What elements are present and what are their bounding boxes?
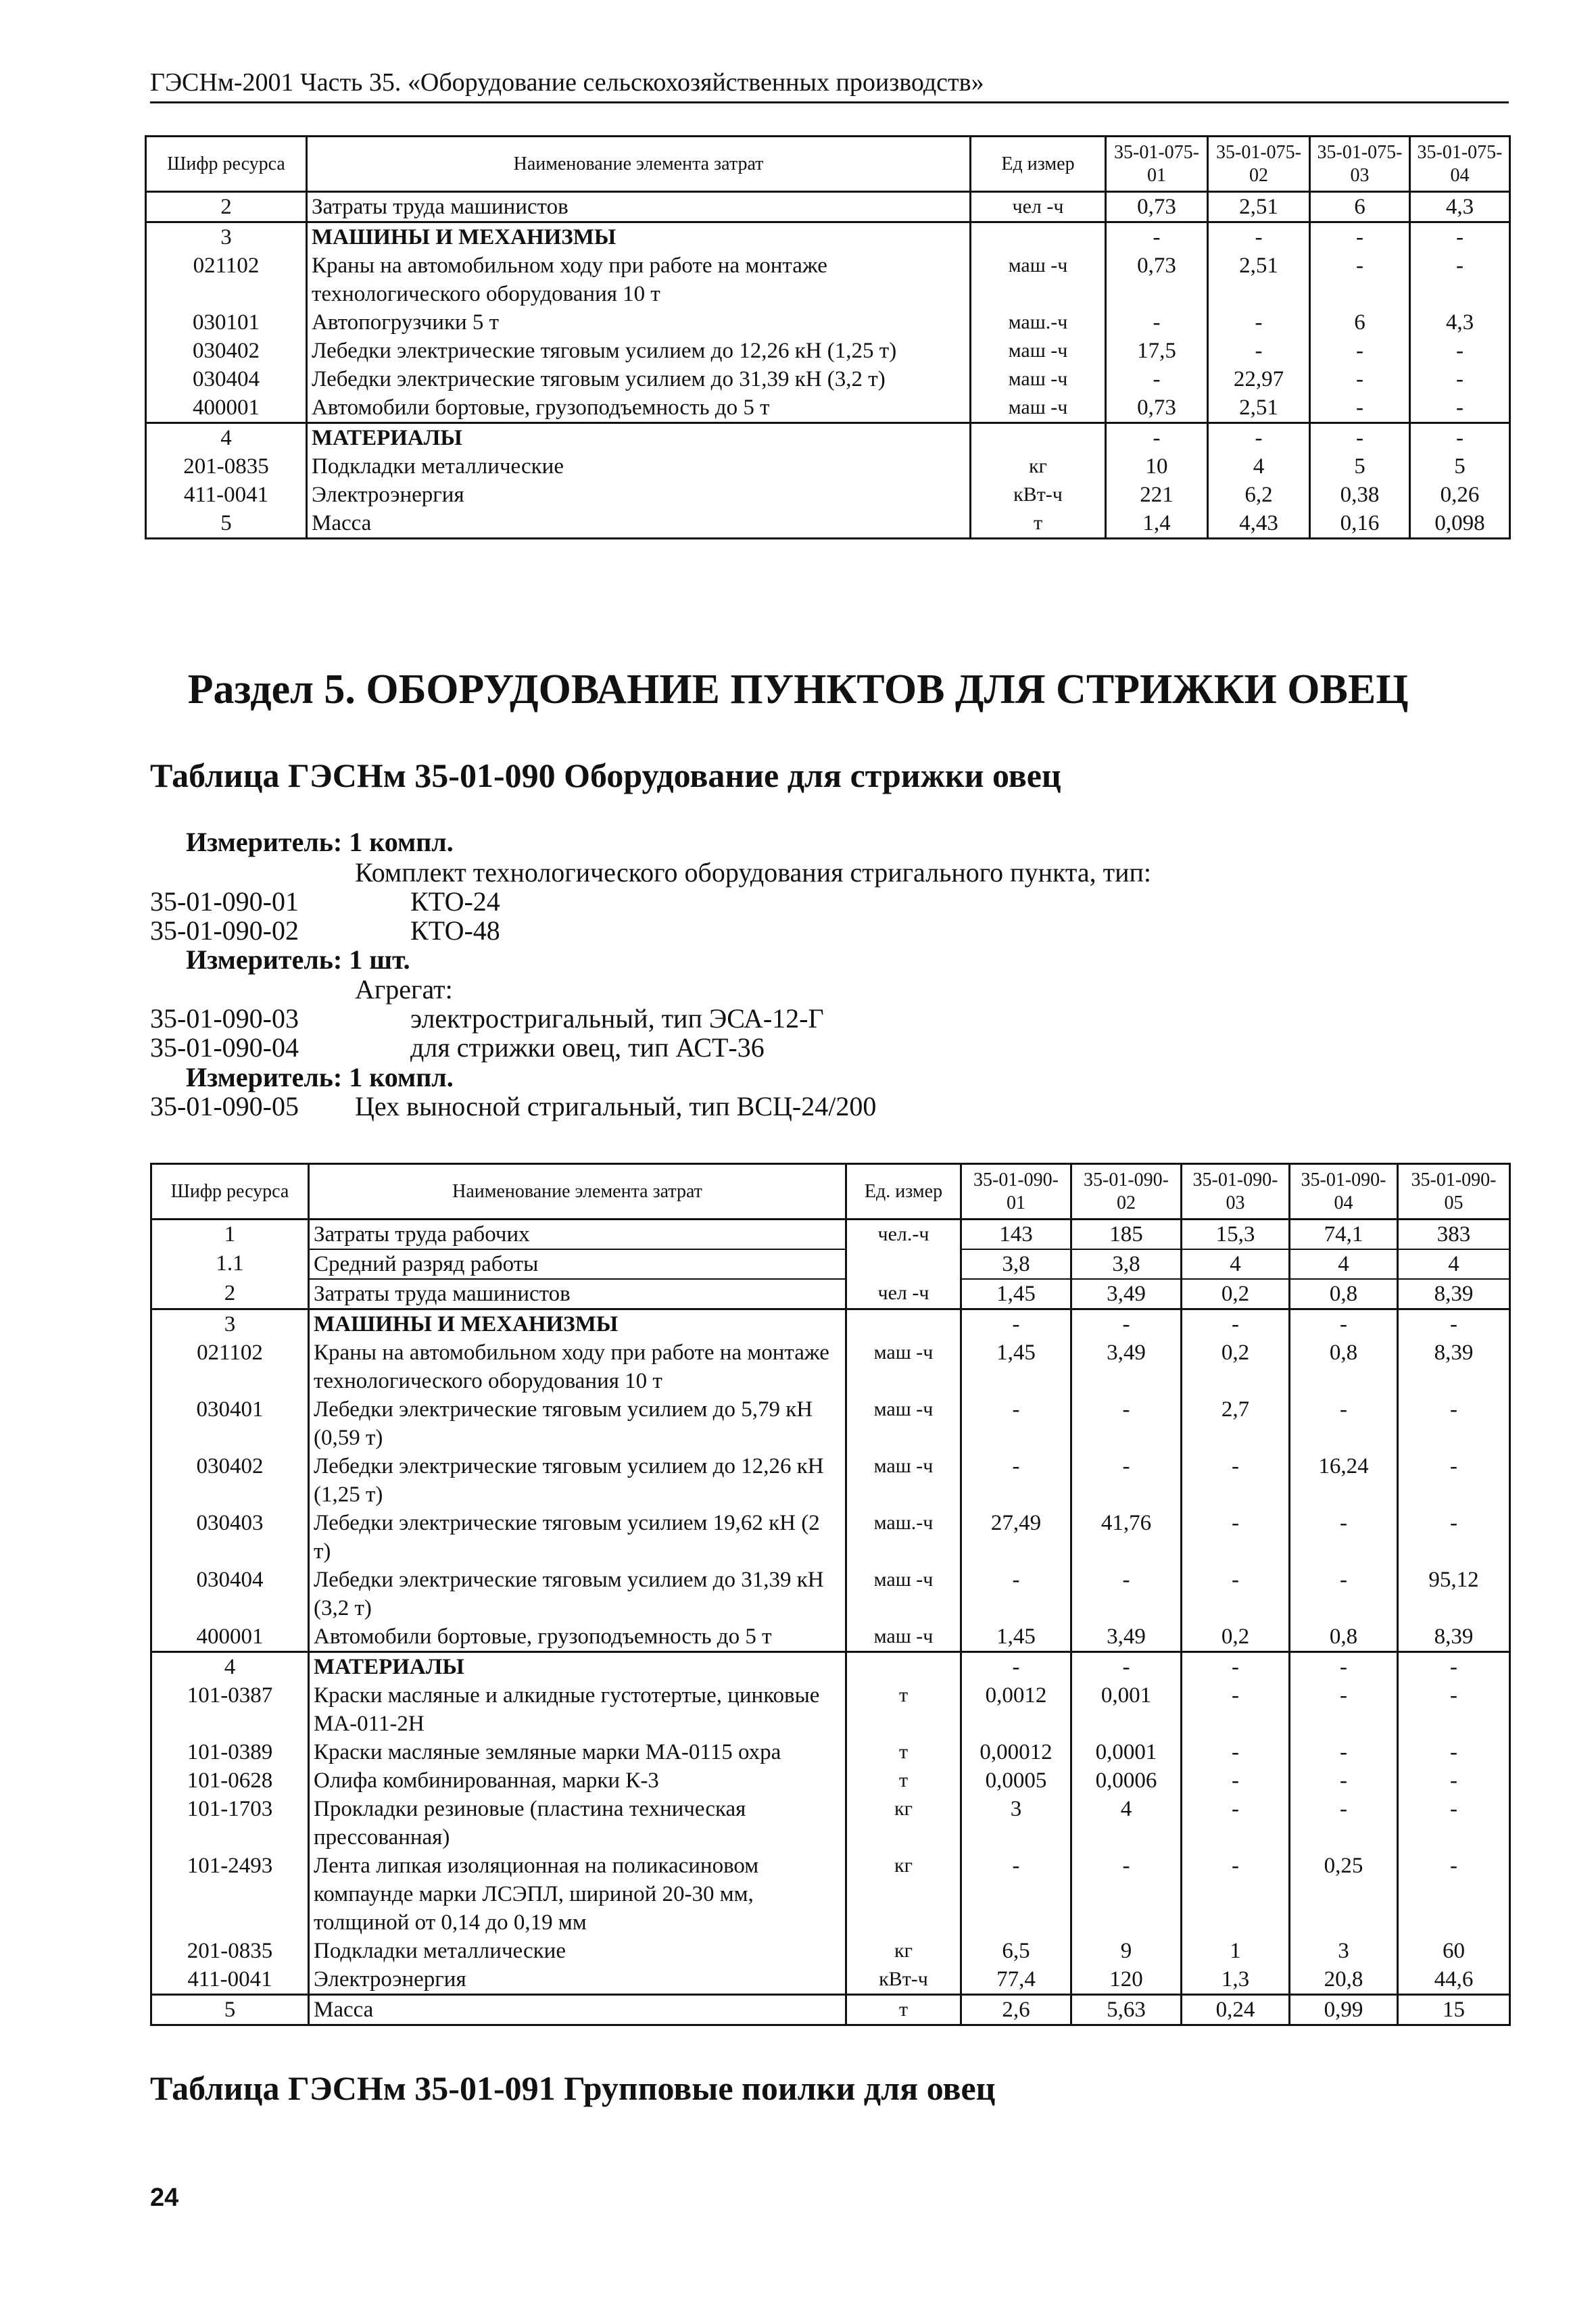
norm-value: -	[961, 1652, 1071, 1682]
resource-code: 101-0628	[151, 1766, 309, 1795]
resource-code: 3	[146, 222, 307, 252]
table-row	[146, 192, 1510, 222]
norm-value: -	[1182, 1738, 1290, 1766]
header-code: Шифр ресурса	[146, 137, 307, 192]
norm-value: -	[1398, 1766, 1510, 1795]
table-row	[146, 509, 1510, 539]
unit-of-measure: маш -ч	[971, 393, 1106, 423]
norm-value: 3	[961, 1795, 1071, 1852]
norm-value: 0,99	[1290, 1995, 1398, 2025]
resource-code: 2	[151, 1279, 309, 1309]
norm-value: -	[1182, 1681, 1290, 1738]
norm-value: 3,49	[1071, 1622, 1182, 1652]
resource-code: 021102	[146, 251, 307, 308]
unit-of-measure: т	[846, 1681, 961, 1738]
table-row	[151, 1681, 1510, 1738]
table-row	[146, 423, 1510, 453]
table-row	[151, 1852, 1510, 1937]
table-row	[146, 365, 1510, 393]
norm-value: -	[1410, 251, 1510, 308]
header-col: 35-01-090-05	[1398, 1164, 1510, 1220]
resource-code: 411-0041	[151, 1965, 309, 1995]
resource-code: 030404	[146, 365, 307, 393]
header-col: 35-01-090-02	[1071, 1164, 1182, 1220]
norm-value: 4	[1182, 1249, 1290, 1279]
norm-value: -	[1182, 1509, 1290, 1566]
cost-item-name: Лента липкая изоляционная на поликасиновом компаунде марки ЛСЭПЛ, шириной 20-30 мм, толщиной от 0,14 до 0,19 мм	[309, 1852, 846, 1937]
resource-code: 101-0389	[151, 1738, 309, 1766]
table-row	[151, 1965, 1510, 1995]
norm-value: 8,39	[1398, 1279, 1510, 1309]
norm-value: 6,5	[961, 1937, 1071, 1965]
norm-value: 1,3	[1182, 1965, 1290, 1995]
norm-value: 5	[1410, 452, 1510, 481]
norm-value: -	[1182, 1652, 1290, 1682]
norm-value: 0,8	[1290, 1338, 1398, 1395]
norm-value: 0,73	[1106, 393, 1208, 423]
resource-code: 1	[151, 1220, 309, 1250]
table-row	[151, 1452, 1510, 1509]
norm-value: 10	[1106, 452, 1208, 481]
cost-item-name: Масса	[309, 1995, 846, 2025]
resource-code: 400001	[151, 1622, 309, 1652]
norm-code: 35-01-090-01	[150, 886, 299, 917]
norm-value: -	[1071, 1452, 1182, 1509]
section-title: Раздел 5. ОБОРУДОВАНИЕ ПУНКТОВ ДЛЯ СТРИЖКИ ОВЕЦ	[187, 667, 1409, 713]
header-col: 35-01-075-04	[1410, 137, 1510, 192]
norm-value: -	[961, 1566, 1071, 1622]
norm-value: 3,49	[1071, 1338, 1182, 1395]
unit-of-measure: кВт-ч	[846, 1965, 961, 1995]
norm-value: -	[1106, 423, 1208, 453]
cost-item-name: Лебедки электрические тяговым усилием 19,62 кН (2 т)	[309, 1509, 846, 1566]
norm-value: 22,97	[1208, 365, 1310, 393]
resource-code: 2	[146, 192, 307, 222]
norm-value: -	[1398, 1395, 1510, 1452]
norm-value: 4,3	[1410, 192, 1510, 222]
norm-value: 5,63	[1071, 1995, 1182, 2025]
cost-item-name: Электроэнергия	[309, 1965, 846, 1995]
cost-item-name: Краски масляные и алкидные густотертые, цинковые МА-011-2Н	[309, 1681, 846, 1738]
norm-value: 8,39	[1398, 1338, 1510, 1395]
table-row	[146, 222, 1510, 252]
header-col: 35-01-075-01	[1106, 137, 1208, 192]
header-col: 35-01-075-02	[1208, 137, 1310, 192]
cost-item-name: Электроэнергия	[307, 481, 971, 509]
resource-code: 030401	[151, 1395, 309, 1452]
norm-value: -	[1182, 1452, 1290, 1509]
unit-of-measure: кВт-ч	[971, 481, 1106, 509]
table-title: Таблица ГЭСНм 35-01-090 Оборудование для стрижки овец	[150, 756, 1061, 794]
table-row	[146, 481, 1510, 509]
norm-value: 0,2	[1182, 1338, 1290, 1395]
norm-value: 0,16	[1310, 509, 1410, 539]
norm-value: -	[1182, 1309, 1290, 1339]
cost-item-name: Автомобили бортовые, грузоподъемность до 5 т	[309, 1622, 846, 1652]
norm-value: -	[1398, 1738, 1510, 1766]
cost-item-name: МАТЕРИАЛЫ	[307, 423, 971, 453]
unit-of-measure: маш -ч	[971, 251, 1106, 308]
norm-value: -	[1290, 1738, 1398, 1766]
norm-value: -	[1410, 337, 1510, 365]
table-row	[146, 308, 1510, 337]
resource-code: 201-0835	[146, 452, 307, 481]
cost-item-name: МАТЕРИАЛЫ	[309, 1652, 846, 1682]
norm-value: 2,6	[961, 1995, 1071, 2025]
norm-value: -	[1290, 1566, 1398, 1622]
norm-value: 120	[1071, 1965, 1182, 1995]
unit-of-measure: кг	[846, 1852, 961, 1937]
unit-of-measure: маш -ч	[846, 1566, 961, 1622]
cost-item-name: Подкладки металлические	[309, 1937, 846, 1965]
cost-item-name: Лебедки электрические тяговым усилием до 12,26 кН (1,25 т)	[307, 337, 971, 365]
cost-item-name: Прокладки резиновые (пластина техническая прессованная)	[309, 1795, 846, 1852]
measure-label: Измеритель: 1 компл.	[186, 1062, 454, 1092]
norm-value: 17,5	[1106, 337, 1208, 365]
cost-item-name: Автопогрузчики 5 т	[307, 308, 971, 337]
norm-value: 1,45	[961, 1279, 1071, 1309]
resource-code: 4	[146, 423, 307, 453]
norm-value: 3,8	[961, 1249, 1071, 1279]
resource-table-075	[145, 135, 1511, 539]
table-row	[146, 452, 1510, 481]
unit-of-measure: кг	[846, 1795, 961, 1852]
set-description: Комплект технологического оборудования стригального пункта, тип:	[355, 857, 1152, 888]
norm-value: -	[1410, 393, 1510, 423]
header-unit: Ед. измер	[846, 1164, 961, 1220]
header-col: 35-01-090-01	[961, 1164, 1071, 1220]
resource-code: 101-1703	[151, 1795, 309, 1852]
table-row	[146, 337, 1510, 365]
norm-value: 4	[1071, 1795, 1182, 1852]
resource-code: 400001	[146, 393, 307, 423]
unit-of-measure: т	[846, 1995, 961, 2025]
resource-code: 030101	[146, 308, 307, 337]
norm-value: -	[1290, 1681, 1398, 1738]
header-col: 35-01-075-03	[1310, 137, 1410, 192]
norm-value: -	[1071, 1652, 1182, 1682]
norm-value: 143	[961, 1220, 1071, 1250]
norm-value: -	[1398, 1309, 1510, 1339]
cost-item-name: МАШИНЫ И МЕХАНИЗМЫ	[309, 1309, 846, 1339]
norm-value: 4,3	[1410, 308, 1510, 337]
unit-of-measure	[846, 1652, 961, 1682]
table-title-next: Таблица ГЭСНм 35-01-091 Групповые поилки для овец	[150, 2069, 996, 2107]
norm-value: -	[1310, 423, 1410, 453]
table-row	[151, 1395, 1510, 1452]
measure-label: Измеритель: 1 шт.	[186, 944, 410, 975]
cost-item-name: Масса	[307, 509, 971, 539]
header-name: Наименование элемента затрат	[309, 1164, 846, 1220]
cost-item-name: Автомобили бортовые, грузоподъемность до 5 т	[307, 393, 971, 423]
table-row	[151, 1309, 1510, 1339]
unit-of-measure: т	[971, 509, 1106, 539]
norm-value: -	[1310, 222, 1410, 252]
norm-value: 0,0001	[1071, 1738, 1182, 1766]
norm-value: -	[1290, 1766, 1398, 1795]
norm-value: 1,45	[961, 1622, 1071, 1652]
norm-value: 15,3	[1182, 1220, 1290, 1250]
resource-code: 4	[151, 1652, 309, 1682]
norm-value: 0,0006	[1071, 1766, 1182, 1795]
norm-value: 5	[1310, 452, 1410, 481]
norm-value: 4	[1290, 1249, 1398, 1279]
table-row	[151, 1795, 1510, 1852]
norm-value: -	[1106, 222, 1208, 252]
norm-value: -	[1106, 308, 1208, 337]
unit-of-measure	[846, 1309, 961, 1339]
norm-value: 3,49	[1071, 1279, 1182, 1309]
norm-value: 74,1	[1290, 1220, 1398, 1250]
norm-value: 6	[1310, 308, 1410, 337]
page-number: 24	[150, 2184, 179, 2212]
norm-value: -	[1208, 423, 1310, 453]
norm-value: 1,4	[1106, 509, 1208, 539]
norm-value: 0,8	[1290, 1279, 1398, 1309]
norm-value: 95,12	[1398, 1566, 1510, 1622]
unit-of-measure: маш -ч	[846, 1452, 961, 1509]
resource-code: 101-0387	[151, 1681, 309, 1738]
norm-code: 35-01-090-03	[150, 1003, 299, 1034]
cost-item-name: МАШИНЫ И МЕХАНИЗМЫ	[307, 222, 971, 252]
norm-code: 35-01-090-04	[150, 1032, 299, 1063]
cost-item-name: Лебедки электрические тяговым усилием до 5,79 кН (0,59 т)	[309, 1395, 846, 1452]
table-row	[151, 1338, 1510, 1395]
norm-value: 3,8	[1071, 1249, 1182, 1279]
norm-type: КТО-48	[410, 915, 500, 946]
cost-item-name: Олифа комбинированная, марки К-3	[309, 1766, 846, 1795]
norm-value: -	[1310, 393, 1410, 423]
header-col: 35-01-090-03	[1182, 1164, 1290, 1220]
norm-value: 16,24	[1290, 1452, 1398, 1509]
norm-value: -	[1290, 1509, 1398, 1566]
norm-value: -	[1398, 1795, 1510, 1852]
norm-value: 0,001	[1071, 1681, 1182, 1738]
norm-value: 221	[1106, 481, 1208, 509]
unit-of-measure: чел -ч	[846, 1279, 961, 1309]
table-row	[151, 1995, 1510, 2025]
norm-value: 185	[1071, 1220, 1182, 1250]
norm-value: 4	[1398, 1249, 1510, 1279]
norm-value: 383	[1398, 1220, 1510, 1250]
cost-item-name: Лебедки электрические тяговым усилием до 12,26 кН (1,25 т)	[309, 1452, 846, 1509]
norm-value: -	[1410, 423, 1510, 453]
norm-value: 60	[1398, 1937, 1510, 1965]
table-row	[151, 1249, 1510, 1279]
norm-type: для стрижки овец, тип АСТ-36	[410, 1032, 765, 1063]
norm-value: -	[1290, 1395, 1398, 1452]
norm-value: 0,2	[1182, 1279, 1290, 1309]
resource-code: 030403	[151, 1509, 309, 1566]
norm-value: -	[1208, 308, 1310, 337]
cost-item-name: Лебедки электрические тяговым усилием до 31,39 кН (3,2 т)	[307, 365, 971, 393]
table-row	[151, 1652, 1510, 1682]
resource-code: 411-0041	[146, 481, 307, 509]
resource-code: 5	[146, 509, 307, 539]
norm-value: 1	[1182, 1937, 1290, 1965]
norm-value: 6,2	[1208, 481, 1310, 509]
norm-value: -	[1071, 1566, 1182, 1622]
unit-of-measure: т	[846, 1738, 961, 1766]
table-row	[151, 1220, 1510, 1250]
cost-item-name: Затраты труда машинистов	[309, 1279, 846, 1309]
cost-item-name: Краны на автомобильном ходу при работе на монтаже технологического оборудования 10 т	[307, 251, 971, 308]
table-row	[151, 1509, 1510, 1566]
norm-value: -	[1071, 1852, 1182, 1937]
header-code: Шифр ресурса	[151, 1164, 309, 1220]
norm-value: 0,73	[1106, 192, 1208, 222]
unit-of-measure: т	[846, 1766, 961, 1795]
norm-value: 4	[1208, 452, 1310, 481]
norm-value: 2,51	[1208, 192, 1310, 222]
norm-value: -	[1106, 365, 1208, 393]
norm-value: 0,24	[1182, 1995, 1290, 2025]
unit-of-measure: маш.-ч	[846, 1509, 961, 1566]
norm-value: -	[1290, 1652, 1398, 1682]
norm-value: -	[1071, 1395, 1182, 1452]
norm-value: 0,2	[1182, 1622, 1290, 1652]
norm-value: 0,0012	[961, 1681, 1071, 1738]
unit-of-measure	[971, 222, 1106, 252]
norm-value: 0,38	[1310, 481, 1410, 509]
cost-item-name: Затраты труда машинистов	[307, 192, 971, 222]
norm-value: -	[1310, 365, 1410, 393]
norm-value: 3	[1290, 1937, 1398, 1965]
norm-value: 15	[1398, 1995, 1510, 2025]
resource-code: 021102	[151, 1338, 309, 1395]
norm-value: 0,25	[1290, 1852, 1398, 1937]
norm-code: 35-01-090-02	[150, 915, 299, 946]
cost-item-name: Краны на автомобильном ходу при работе на монтаже технологического оборудования 10 т	[309, 1338, 846, 1395]
norm-value: -	[1208, 222, 1310, 252]
resource-table-090	[150, 1163, 1511, 2026]
resource-code: 101-2493	[151, 1852, 309, 1937]
norm-value: 2,51	[1208, 393, 1310, 423]
resource-code: 5	[151, 1995, 309, 2025]
unit-of-measure: маш -ч	[971, 365, 1106, 393]
norm-value: 27,49	[961, 1509, 1071, 1566]
norm-value: 2,7	[1182, 1395, 1290, 1452]
norm-value: 0,0005	[961, 1766, 1071, 1795]
norm-type: Цех выносной стригальный, тип ВСЦ-24/200	[355, 1091, 877, 1121]
cost-item-name: Затраты труда рабочих	[309, 1220, 846, 1250]
norm-value: 44,6	[1398, 1965, 1510, 1995]
running-header: ГЭСНм-2001 Часть 35. «Оборудование сельскохозяйственных производств»	[150, 68, 1509, 103]
norm-value: -	[1410, 365, 1510, 393]
table-header-row	[146, 137, 1510, 192]
norm-value: 2,51	[1208, 251, 1310, 308]
norm-value: -	[1310, 337, 1410, 365]
norm-value: -	[1071, 1309, 1182, 1339]
norm-value: -	[1290, 1795, 1398, 1852]
norm-value: -	[961, 1309, 1071, 1339]
unit-of-measure: маш -ч	[846, 1338, 961, 1395]
table-header-row	[151, 1164, 1510, 1220]
unit-of-measure: маш -ч	[971, 337, 1106, 365]
resource-code: 030404	[151, 1566, 309, 1622]
table-row	[151, 1279, 1510, 1309]
table-row	[146, 393, 1510, 423]
resource-code: 030402	[146, 337, 307, 365]
norm-value: -	[1398, 1681, 1510, 1738]
norm-value: 4,43	[1208, 509, 1310, 539]
table-row	[151, 1622, 1510, 1652]
norm-value: 41,76	[1071, 1509, 1182, 1566]
norm-type: электростригальный, тип ЭСА-12-Г	[410, 1003, 824, 1034]
resource-code: 030402	[151, 1452, 309, 1509]
norm-value: 8,39	[1398, 1622, 1510, 1652]
norm-code: 35-01-090-05	[150, 1091, 299, 1121]
unit-of-measure: маш -ч	[846, 1622, 961, 1652]
header-col: 35-01-090-04	[1290, 1164, 1398, 1220]
aggregate-label: Агрегат:	[355, 974, 453, 1005]
norm-value: -	[1290, 1309, 1398, 1339]
header-unit: Ед измер	[971, 137, 1106, 192]
cost-item-name: Краски масляные земляные марки МА-0115 охра	[309, 1738, 846, 1766]
unit-of-measure: маш.-ч	[971, 308, 1106, 337]
norm-value: -	[1182, 1852, 1290, 1937]
measure-label: Измеритель: 1 компл.	[186, 827, 454, 857]
unit-of-measure: маш -ч	[846, 1395, 961, 1452]
norm-value: 20,8	[1290, 1965, 1398, 1995]
table-row	[151, 1766, 1510, 1795]
unit-of-measure	[846, 1249, 961, 1279]
norm-value: 77,4	[961, 1965, 1071, 1995]
unit-of-measure: кг	[846, 1937, 961, 1965]
resource-code: 3	[151, 1309, 309, 1339]
norm-value: 0,00012	[961, 1738, 1071, 1766]
table-row	[146, 251, 1510, 308]
cost-item-name: Средний разряд работы	[309, 1249, 846, 1279]
norm-type: КТО-24	[410, 886, 500, 917]
unit-of-measure: кг	[971, 452, 1106, 481]
norm-value: 0,26	[1410, 481, 1510, 509]
norm-value: 6	[1310, 192, 1410, 222]
resource-code: 1.1	[151, 1249, 309, 1279]
norm-value: -	[1182, 1566, 1290, 1622]
norm-value: -	[961, 1452, 1071, 1509]
unit-of-measure: чел.-ч	[846, 1220, 961, 1250]
cost-item-name: Подкладки металлические	[307, 452, 971, 481]
unit-of-measure	[971, 423, 1106, 453]
norm-value: -	[1182, 1766, 1290, 1795]
norm-value: -	[1410, 222, 1510, 252]
norm-value: -	[961, 1852, 1071, 1937]
norm-value: 0,73	[1106, 251, 1208, 308]
resource-code: 201-0835	[151, 1937, 309, 1965]
norm-value: 0,8	[1290, 1622, 1398, 1652]
cost-item-name: Лебедки электрические тяговым усилием до 31,39 кН (3,2 т)	[309, 1566, 846, 1622]
norm-value: 1,45	[961, 1338, 1071, 1395]
norm-value: -	[1208, 337, 1310, 365]
norm-value: -	[1398, 1452, 1510, 1509]
norm-value: -	[1398, 1652, 1510, 1682]
norm-value: -	[1398, 1852, 1510, 1937]
norm-value: 9	[1071, 1937, 1182, 1965]
norm-value: 0,098	[1410, 509, 1510, 539]
norm-value: -	[1310, 251, 1410, 308]
table-row	[151, 1566, 1510, 1622]
unit-of-measure: чел -ч	[971, 192, 1106, 222]
norm-value: -	[1182, 1795, 1290, 1852]
table-row	[151, 1937, 1510, 1965]
table-row	[151, 1738, 1510, 1766]
norm-value: -	[961, 1395, 1071, 1452]
header-name: Наименование элемента затрат	[307, 137, 971, 192]
norm-value: -	[1398, 1509, 1510, 1566]
